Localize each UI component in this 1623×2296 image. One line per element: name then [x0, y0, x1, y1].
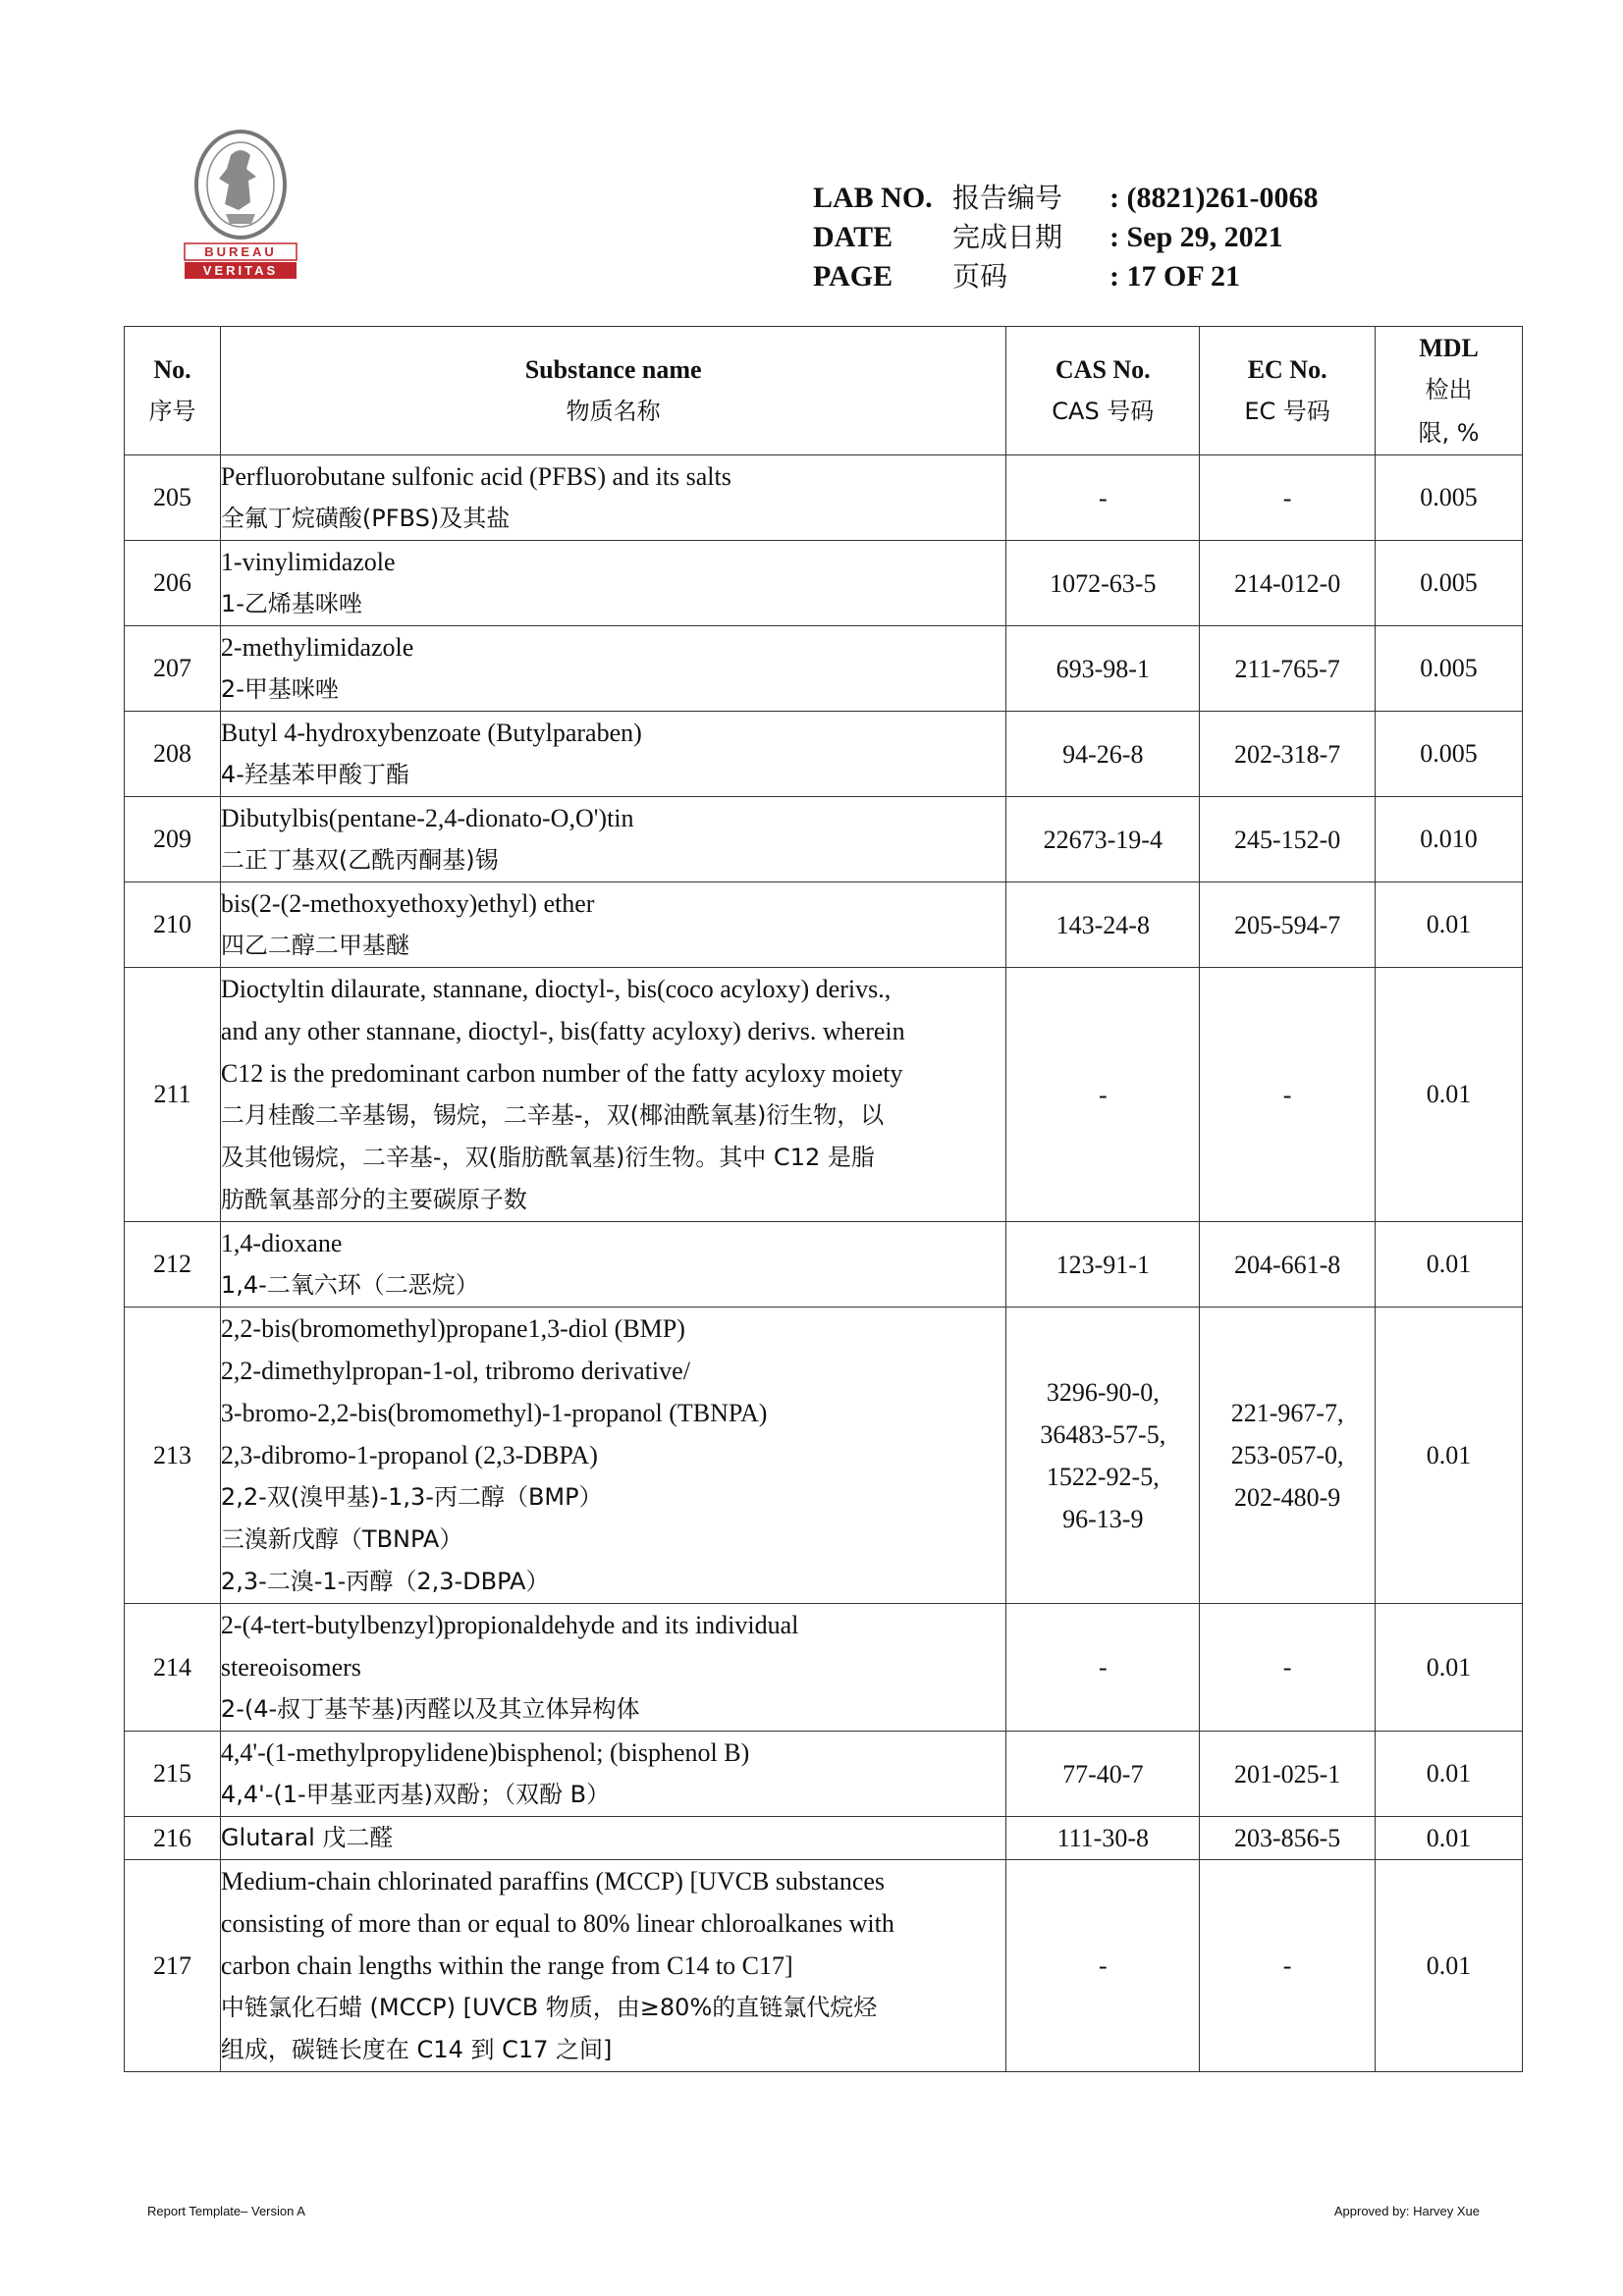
cell-line: 202-318-7 — [1233, 739, 1341, 769]
cell-cas-no — [1006, 968, 1200, 1222]
table-row — [125, 1732, 1523, 1817]
cell-substance-name — [220, 797, 1005, 882]
cell-line: 221-967-7, — [1230, 1399, 1344, 1427]
cell-mdl: 0.01 — [1376, 1308, 1523, 1604]
cell-cas-no — [1006, 712, 1200, 797]
cell-line: stereoisomers — [220, 1653, 361, 1682]
page-label-cn: 页码 — [952, 260, 1008, 293]
cell-line: 2-甲基咪唑 — [220, 675, 339, 703]
substance-table — [124, 326, 1523, 2072]
footer-template-version: Report Template– Version A — [147, 2204, 305, 2218]
cell-cas-no — [1006, 541, 1200, 626]
table-row — [125, 1604, 1523, 1732]
cell-ec-no — [1200, 1817, 1376, 1860]
cell-line: 四乙二醇二甲基醚 — [220, 932, 409, 959]
cell-line: 4,4'-(1-甲基亚丙基)双酚；（双酚 B） — [220, 1781, 611, 1808]
cell-cas-no — [1006, 1732, 1200, 1817]
cell-line: 3296-90-0, — [1046, 1377, 1160, 1407]
table-row — [125, 455, 1523, 541]
cell-line: - — [1098, 483, 1108, 512]
cell-line: 1,4-二氧六环（二恶烷） — [220, 1271, 479, 1299]
cell-mdl: 0.01 — [1376, 968, 1523, 1222]
cell-substance-name — [220, 968, 1005, 1222]
cell-line: - — [1282, 1080, 1292, 1109]
col-header-cas: CAS No. CAS 号码 — [1006, 327, 1200, 455]
cell-no: 217 — [125, 1860, 221, 2072]
cell-line: 111-30-8 — [1056, 1824, 1149, 1852]
cell-no: 208 — [125, 712, 221, 797]
cell-line: - — [1282, 1951, 1292, 1980]
cell-line: consisting of more than or equal to 80% linear chloroalkanes with — [220, 1909, 894, 1938]
cell-line: 2,2-dimethylpropan-1-ol, tribromo derivative/ — [220, 1357, 690, 1385]
cell-line: 22673-19-4 — [1043, 825, 1163, 854]
cell-cas-no — [1006, 1860, 1200, 2072]
cell-ec-no — [1200, 626, 1376, 712]
table-row — [125, 626, 1523, 712]
cell-ec-no — [1200, 1222, 1376, 1308]
cell-line: 1522-92-5, — [1046, 1462, 1160, 1491]
col-header-name: Substance name 物质名称 — [220, 327, 1005, 455]
cell-line: 96-13-9 — [1062, 1504, 1144, 1533]
cell-line: - — [1282, 483, 1292, 512]
cell-no: 207 — [125, 626, 221, 712]
cell-mdl: 0.010 — [1376, 797, 1523, 882]
cell-no: 210 — [125, 882, 221, 968]
cell-line: C12 is the predominant carbon number of the fatty acyloxy moiety — [220, 1059, 903, 1088]
cell-line: 2,3-dibromo-1-propanol (2,3-DBPA) — [220, 1441, 598, 1469]
cell-cas-no — [1006, 1817, 1200, 1860]
cell-no: 215 — [125, 1732, 221, 1817]
cell-line: carbon chain lengths within the range from C14 to C17] — [220, 1951, 793, 1980]
cell-line: 组成，碳链长度在 C14 到 C17 之间] — [220, 2036, 613, 2063]
cell-ec-no — [1200, 712, 1376, 797]
cell-no: 214 — [125, 1604, 221, 1732]
cell-line: 2-(4-叔丁基苄基)丙醛以及其立体异构体 — [220, 1695, 640, 1723]
cell-line: 123-91-1 — [1055, 1250, 1150, 1279]
lab-no-label: LAB NO. — [813, 182, 933, 214]
page-label: PAGE — [813, 260, 893, 293]
footer-approved-by: Approved by: Harvey Xue — [1333, 2204, 1480, 2218]
cell-line: 204-661-8 — [1233, 1250, 1341, 1279]
table-row — [125, 712, 1523, 797]
cell-mdl: 0.005 — [1376, 455, 1523, 541]
cell-line: 1-vinylimidazole — [220, 548, 396, 576]
cell-substance-name — [220, 882, 1005, 968]
cell-line: 202-480-9 — [1233, 1483, 1341, 1512]
table-row — [125, 968, 1523, 1222]
lab-no-value: : (8821)261-0068 — [1109, 182, 1319, 214]
cell-line: 2,2-bis(bromomethyl)propane1,3-diol (BMP) — [220, 1314, 685, 1343]
lab-no-label-cn: 报告编号 — [952, 182, 1063, 214]
cell-line: Butyl 4-hydroxybenzoate (Butylparaben) — [220, 719, 642, 747]
cell-line: 205-594-7 — [1233, 910, 1341, 939]
cell-line: 3-bromo-2,2-bis(bromomethyl)-1-propanol (TBNPA) — [220, 1399, 768, 1427]
cell-substance-name — [220, 626, 1005, 712]
cell-substance-name — [220, 455, 1005, 541]
cell-substance-name — [220, 1732, 1005, 1817]
cell-substance-name — [220, 1308, 1005, 1604]
cell-cas-no — [1006, 882, 1200, 968]
table-row — [125, 882, 1523, 968]
cell-line: 77-40-7 — [1062, 1759, 1144, 1789]
cell-line: 36483-57-5, — [1040, 1419, 1166, 1449]
cell-no: 213 — [125, 1308, 221, 1604]
cell-mdl: 0.01 — [1376, 1604, 1523, 1732]
cell-substance-name — [220, 1860, 1005, 2072]
cell-ec-no — [1200, 1860, 1376, 2072]
bureau-veritas-logo — [177, 128, 304, 285]
cell-cas-no — [1006, 1308, 1200, 1604]
cell-mdl: 0.005 — [1376, 712, 1523, 797]
cell-line: 253-057-0, — [1230, 1441, 1344, 1469]
cell-line: 201-025-1 — [1233, 1759, 1341, 1789]
cell-ec-no — [1200, 1604, 1376, 1732]
cell-ec-no — [1200, 1732, 1376, 1817]
cell-no: 206 — [125, 541, 221, 626]
cell-mdl: 0.01 — [1376, 1817, 1523, 1860]
cell-line: bis(2-(2-methoxyethoxy)ethyl) ether — [220, 889, 595, 918]
table-row — [125, 1817, 1523, 1860]
cell-ec-no — [1200, 1308, 1376, 1604]
svg-text:VERITAS: VERITAS — [202, 263, 279, 278]
cell-ec-no — [1200, 541, 1376, 626]
date-label-cn: 完成日期 — [952, 221, 1063, 253]
cell-ec-no — [1200, 797, 1376, 882]
cell-line: 4,4'-(1-methylpropylidene)bisphenol; (bisphenol B) — [220, 1738, 750, 1767]
cell-line: 1,4-dioxane — [220, 1229, 343, 1257]
cell-no: 212 — [125, 1222, 221, 1308]
col-header-no: No. 序号 — [125, 327, 221, 455]
table-row — [125, 1308, 1523, 1604]
cell-line: 肪酰氧基部分的主要碳原子数 — [220, 1186, 527, 1213]
cell-line: Glutaral 戊二醛 — [220, 1824, 394, 1851]
cell-cas-no — [1006, 1604, 1200, 1732]
cell-mdl: 0.005 — [1376, 626, 1523, 712]
cell-no: 216 — [125, 1817, 221, 1860]
cell-line: 全氟丁烷磺酸(PFBS)及其盐 — [220, 505, 511, 532]
report-header — [813, 179, 1318, 296]
table-header-row — [125, 327, 1523, 455]
cell-line: - — [1098, 1951, 1108, 1980]
cell-substance-name — [220, 541, 1005, 626]
cell-cas-no — [1006, 797, 1200, 882]
table-row — [125, 541, 1523, 626]
lab-no-row — [813, 179, 1318, 218]
cell-ec-no — [1200, 455, 1376, 541]
svg-text:BUREAU: BUREAU — [204, 244, 277, 259]
cell-line: 143-24-8 — [1055, 910, 1150, 939]
cell-line: 693-98-1 — [1055, 654, 1150, 683]
cell-line: - — [1282, 1653, 1292, 1682]
cell-substance-name — [220, 1604, 1005, 1732]
cell-line: 2,3-二溴-1-丙醇（2,3-DBPA） — [220, 1568, 550, 1595]
cell-substance-name — [220, 712, 1005, 797]
cell-line: 211-765-7 — [1234, 654, 1340, 683]
cell-line: 中链氯化石蜡 (MCCP) [UVCB 物质，由≥80%的直链氯代烷烃 — [220, 1994, 878, 2021]
cell-cas-no — [1006, 626, 1200, 712]
cell-line: Dioctyltin dilaurate, stannane, dioctyl-, bis(coco acyloxy) derivs., — [220, 975, 892, 1003]
cell-mdl: 0.01 — [1376, 882, 1523, 968]
table-row — [125, 1860, 1523, 2072]
date-value: : Sep 29, 2021 — [1109, 221, 1283, 253]
cell-cas-no — [1006, 455, 1200, 541]
page-row — [813, 257, 1318, 296]
cell-line: 94-26-8 — [1062, 739, 1144, 769]
cell-line: - — [1098, 1080, 1108, 1109]
table-row — [125, 1222, 1523, 1308]
cell-no: 205 — [125, 455, 221, 541]
cell-mdl: 0.01 — [1376, 1732, 1523, 1817]
col-header-ec: EC No. EC 号码 — [1200, 327, 1376, 455]
cell-line: 214-012-0 — [1233, 568, 1341, 598]
cell-mdl: 0.01 — [1376, 1860, 1523, 2072]
cell-substance-name — [220, 1222, 1005, 1308]
cell-line: 二正丁基双(乙酰丙酮基)锡 — [220, 846, 499, 874]
cell-mdl: 0.01 — [1376, 1222, 1523, 1308]
cell-line: Perfluorobutane sulfonic acid (PFBS) and its salts — [220, 462, 731, 491]
date-label: DATE — [813, 221, 893, 253]
cell-line: and any other stannane, dioctyl-, bis(fatty acyloxy) derivs. wherein — [220, 1017, 905, 1045]
cell-line: 三溴新戊醇（TBNPA） — [220, 1525, 463, 1553]
cell-no: 211 — [125, 968, 221, 1222]
page-value: : 17 OF 21 — [1109, 260, 1241, 293]
cell-line: 2,2-双(溴甲基)-1,3-丙二醇（BMP） — [220, 1483, 603, 1511]
cell-substance-name — [220, 1817, 1005, 1860]
cell-line: 1-乙烯基咪唑 — [220, 590, 362, 617]
cell-line: 245-152-0 — [1233, 825, 1341, 854]
cell-line: 二月桂酸二辛基锡，锡烷，二辛基-，双(椰油酰氧基)衍生物，以 — [220, 1101, 885, 1129]
cell-ec-no — [1200, 882, 1376, 968]
cell-line: Medium-chain chlorinated paraffins (MCCP) [UVCB substances — [220, 1867, 886, 1896]
cell-line: 及其他锡烷，二辛基-，双(脂肪酰氧基)衍生物。其中 C12 是脂 — [220, 1144, 875, 1171]
cell-line: Dibutylbis(pentane-2,4-dionato-O,O')tin — [220, 804, 634, 832]
col-header-mdl: MDL 检出 限, % — [1376, 327, 1523, 455]
cell-cas-no — [1006, 1222, 1200, 1308]
cell-line: 2-(4-tert-butylbenzyl)propionaldehyde and its individual — [220, 1611, 799, 1639]
cell-no: 209 — [125, 797, 221, 882]
cell-mdl: 0.005 — [1376, 541, 1523, 626]
cell-line: 203-856-5 — [1233, 1824, 1341, 1852]
cell-line: - — [1098, 1653, 1108, 1682]
cell-ec-no — [1200, 968, 1376, 1222]
cell-line: 1072-63-5 — [1050, 568, 1157, 598]
table-row — [125, 797, 1523, 882]
cell-line: 2-methylimidazole — [220, 633, 414, 662]
date-row — [813, 218, 1318, 257]
cell-line: 4-羟基苯甲酸丁酯 — [220, 761, 409, 788]
